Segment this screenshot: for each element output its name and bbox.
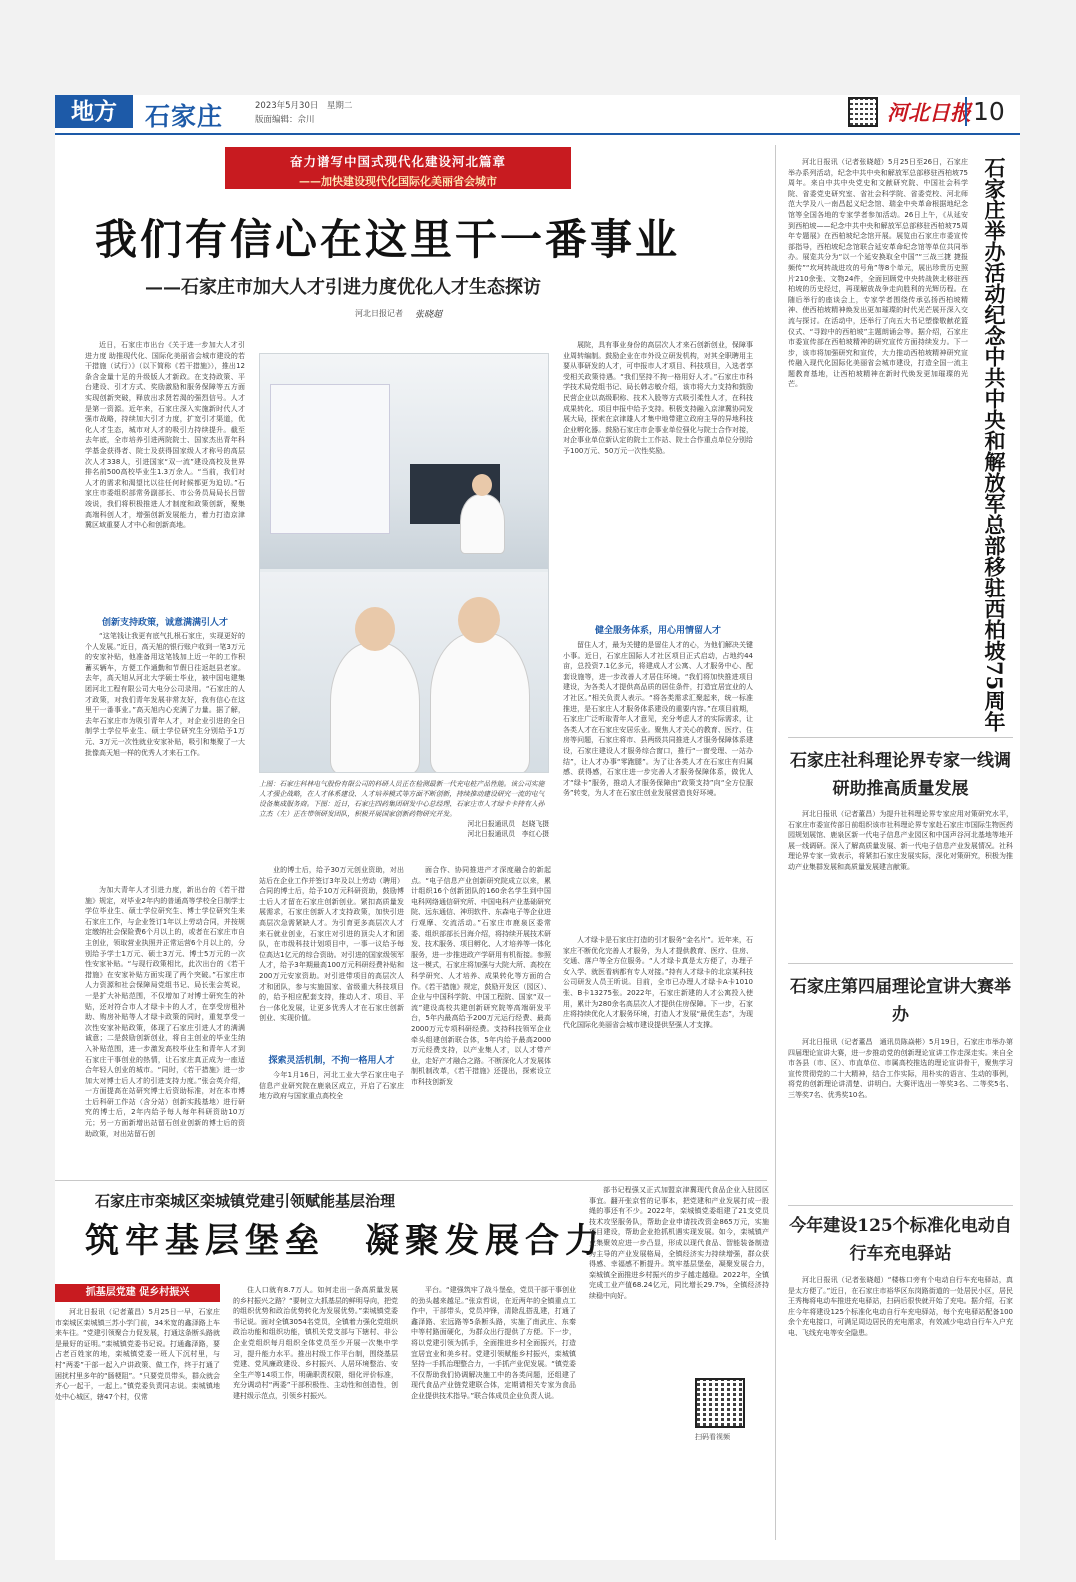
lead-col2b: 业的博士后，给予30万元创业资助，对出站后在企业工作并签订3年及以上劳动（聘用）合同的博士后，给予10万元科研资助，鼓励博士后人才留在石家庄创新创业。紧扣高质量发展需求，石家庄创新人才支持政策，加快引进高层次急需紧缺人才。为引育更多高层次人才来石就业创业，石家庄对引进的顶尖人才和团队，在市级科技计划项目中，一事一议给予每位高达1亿元的综合资助。对引进的国家级领军人才，给予3年期最高100万元科研经费补贴和200万元安家资助。对引进带项目的高层次人才和团队，参与实施国家、省级重大科技项目的，给予相应配套支持，推动人才、项目、平台一体化发展，让更多优秀人才在石家庄创新创业、实现价值。 (259, 866, 404, 1023)
lab-photo-bottom (260, 572, 548, 773)
newspaper-logo: 河北日报 (887, 100, 971, 125)
banner-line-2: ——加快建设现代化国际化美丽省会城市 (299, 175, 497, 188)
right-article-2-headline: 石家庄社科理论界专家一线调研助推高质量发展 (790, 751, 1011, 799)
right-article-1-text: 河北日报讯（记者张晓超）5月25日至26日，石家庄举办系列活动，纪念中共中央和解放军总部移驻西柏坡75周年。来自中共中央党史和文献研究院、中国社会科学院、省委党史研究室、省社会科学院、省委党校、河北师范大学及八一南昌起义纪念馆、瑞金中央革命根据地纪念馆等全国各地的专家学者参加活动。26日上午，《从延安到西柏坡——纪念中共中央和解放军总部移驻西柏坡75周年专题展》在西柏坡纪念馆开展。展览由石家庄市委宣传部指导，西柏坡纪念馆联合延安革命纪念馆等单位共同举办。展览共分为“以一个延安换取全中国”“三战三捷 捷报频传”“坎坷转战进攻的号角”等8个单元，展出珍贵历史照片210余张、文物24件，全面回顾党中央转战陕北移驻西柏坡的历史经过，再现解放战争走向胜利的光辉历程。在随后举行的座谈会上，专家学者围绕传承弘扬西柏坡精神、使西柏坡精神焕发出更加璀璨的时代光芒展开深入交流与探讨。在活动中，还举行了向五大书记塑像敬献花篮仪式、“寻踪中的西柏坡”主题朗诵会等。据介绍，石家庄市委宣传部在西柏坡精神的研究宣传方面持续发力。下一步，该市将加强研究和宣传，大力推动西柏坡精神研究宣传融入现代化国际化美丽省会城市建设，打造全国一流主题教育基地，让西柏坡精神在新时代焕发更加璀璨的光芒。 (788, 158, 968, 389)
lower-col2: 住人口就有8.7万人。如何走出一条高质量发展的乡村振兴之路？“要树立大抓基层的鲜明导向，把党的组织优势和政治优势转化为发展优势。”栾城镇党委书记说。面对全镇3054名党员，全镇着力强化党组织政治功能和组织功能，镇机关党支部与下辖村、非公企业党组织每月组织全体党员至少开展一次集中学习，提升能力水平。推出村级工作平台制，围绕基层党建、党风廉政建设、乡村振兴、人居环境整治、安全生产等14项工作，明确职责权限，细化评价标准，充分调动村“两委”干部积极性、主动性和创造性，创建村级示范点，引领乡村振兴。 (233, 1286, 398, 1400)
lead-col3b: 展院，具有事业身份的高层次人才来石创新创业，保障事业周转编制。鼓励企业在市外设立研发机构，对其全职聘用主要从事研发的人才，可申报市人才项目、科技项目，入选者享受相关政策待遇。“我们坚持不拘一格用好人才。”石家庄市科学技术局党组书记、局长韩志敏介绍，该市将大力支持和鼓励民营企业以高级职称、技术入股等方式吸引柔性人才，在科技成果转化、项目申报中给予支持。积极支持融入京津冀协同发展大局，探索在京津雄人才集中地带建立政府主导的异地科技企业孵化器。鼓励石家庄市企事业单位强化与院士合作对接，对企事业单位新认定的院士工作站、院士合作重点单位分别给予100万元、50万元一次性奖励。 (563, 341, 753, 455)
right-divider-1 (788, 737, 1013, 738)
researcher-head (472, 474, 492, 496)
right-article-4-headline: 今年建设125个标准化电动自行车充电驿站 (789, 1216, 1012, 1264)
newspaper-page (55, 95, 1020, 1560)
lab-equipment (270, 384, 390, 534)
right-article-2-text: 河北日报讯（记者董昌）为提升社科理论界专家应用对策研究水平，石家庄市委宣传部日前组织该市社科理论界专家赴石家庄市国际生物医药园规划展馆、鹿泉区新一代电子信息产业园区和中国声谷河北基地等地开展一线调研。深入了解高质量发展、新一代电子信息产业发展情况。社科理论界专家一致表示，将紧扣石家庄发展实际，深化对策研究，积极为推动产业集群发展和高质量发展建言献策。 (788, 810, 1013, 871)
right-article-3-text: 河北日报讯（记者董昌 通讯员陈焱彬）5月19日，石家庄市举办第四届理论宣讲大赛，进一步推动党的创新理论宣讲工作走深走实。来自全市各县（市、区）、市直单位、市属高校推选的理论宣讲骨干，聚焦学习宣传贯彻党的二十大精神，结合工作实际，用朴实的语言、生动的事例，将党的创新理论讲清楚、讲明白。大赛评选出一等奖3名、二等奖5名、三等奖7名、优秀奖10名。 (788, 1038, 1013, 1099)
lower-headline: 筑牢基层堡垒 凝聚发展合力 (85, 1221, 605, 1261)
page-number: 10 (965, 97, 1005, 126)
lead-col3a: 面合作、协同推进产才深度融合的新起点。“电子信息产业创新研究院成立以来，累计组织16个创新团队的160余名学生到中国电科网络通信研究所、中国电科产业基础研究院、远东通信、神玥软件、东森电子等企业进行观摩、交流活动。”石家庄市鹿泉区委常委、组织部部长吕海介绍，将持续开展技术研发、技术服务、项目孵化、人才培养等一体化服务，进一步推进政产学研用有机衔接。参照这一模式，石家庄将加强与大院大所、高校在科学研究、人才培养、成果转化等方面的合作。《若干措施》规定，鼓励开发区（园区）、企业与中国科学院、中国工程院、国家“双一流”建设高校共建创新研究院等高端研发平台，5年内最高给予200万元运行经费、最高2000万元专项科研经费。支持科技领军企业牵头组建创新联合体，5年内给予最高2000万元经费支持，以产业集人才，以人才带产业，走好产才融合之路。不断深化人才发展体制机制改革，《若干措施》还提出，探索设立市科技创新发 (411, 866, 551, 1086)
lead-col4: 人才绿卡是石家庄打造的引才服务“金名片”。近年来，石家庄不断优化完善人才服务，为人才提供教育、医疗、住房、交通、落户等全方位服务。“人才绿卡真是太方便了，办理子女入学、就医看病都有专人对接。”持有人才绿卡的北京某科技公司研发人员王昕说。目前，全市已办理人才绿卡A卡1010张、B卡13275张。2022年，石家庄新建的人才公寓投入使用，累计为280余名高层次人才提供住房保障。下一步，石家庄将持续优化人才服务环境，打造人才发展“最优生态”，为现代化国际化美丽省会城市建设提供坚强人才支撑。 (563, 936, 753, 1029)
lead-col1c: 为加大青年人才引进力度，新出台的《若干措施》规定，对毕业2年内的普通高等学校全日制学士学位毕业生、硕士学位研究生、博士学位研究生来石家庄工作，与企业签订1年以上劳动合同，并按规定缴纳社会保险费6个月以上的，或者在石家庄市自主创业，领取营业执照并正常运营6个月以上的，分别给予学士1万元、硕士3万元、博士5万元的一次性安家补贴。“与现行政策相比，此次出台的《若干措施》在安家补贴方面实现了两个突破。”石家庄市人力资源和社会保障局党组书记、局长张会英说，一是扩大补贴范围，不仅增加了对博士研究生的补贴，还对符合市人才绿卡卡的人才，在享受房租补助、购房补贴等人才绿卡政策的同时，重复享受一次性安家补贴政策，体现了石家庄引进人才的满满诚意；二是鼓励创新创业，将自主创业的毕业生纳入补贴范围，进一步激发高校毕业生和青年人才到石家庄干事创业的热情，让石家庄真正成为一座适合年轻人创业的城市。“同时，《若干措施》进一步加大对博士后人才的引进支持力度。”张会英介绍，一方面提高在站研究博士后资助标准，对在本市博士后科研工作站（含分站）创新实践基地）进行研究的博士后，2年内给予每人每年科研资助10万元；另一方面新增出站留石创业创新的博士后的资助政策，对出站留石创 (85, 886, 245, 1138)
lower-kicker: 石家庄市栾城区栾城镇党建引领赋能基层治理 (95, 1192, 396, 1210)
video-qr-label: 扫码看视频 (695, 1433, 730, 1441)
right-divider-2 (788, 963, 1013, 964)
lead-section-1-heading: 创新支持政策，诚意满满引人才 (101, 618, 228, 628)
scientist-left-head (355, 607, 395, 651)
right-article-4-text: 河北日报讯（记者张晓超）“楼栋口旁有个电动自行车充电驿站，真是太方便了。”近日，在石家庄市裕华区东岗路街道的一处居民小区，居民王秀梅将电动车推进充电驿站，扫码后很快就开始了充电。据介绍，石家庄今年将建设125个标准化电动自行车充电驿站，每个充电驿站配备100余个充电接口，可满足周边居民的充电需求，有效减少电动自行车入户充电、飞线充电等安全隐患。 (788, 1276, 1013, 1337)
lead-headline: 我们有信心在这里干一番事业 (95, 215, 681, 264)
lead-author: 张晓超 (415, 310, 443, 320)
page-editor: 版面编辑：佘川 (255, 115, 315, 125)
header-divider (55, 133, 1020, 135)
lead-byline: 河北日报记者 (355, 309, 403, 318)
lead-col1b: “这笔钱让我更有底气扎根石家庄，实现更好的个人发展。”近日，高天旭的银行账户收到一笔3万元的安家补贴，他准备用这笔钱加上近一年的工作积蓄买辆车，方便工作通勤和节假日往返赵县老家。去年，高天旭从河北大学硕士毕业，被中国电建集团河北工程有限公司大电分公司录用。“石家庄的人才政策，对我们青年发展非常友好，我有信心在这里干一番事业。”高天旭内心充满了力量。据了解，去年石家庄市为吸引青年人才，对企业引进的全日制学士学位毕业生、硕士学位研究生分别给予1万元、3万元一次性就业安家补贴，吸引和集聚了一大批像高天旭一样的优秀人才来石工作。 (85, 632, 245, 757)
right-divider-3 (788, 1205, 1013, 1206)
issue-date: 2023年5月30日 星期二 (255, 101, 353, 111)
lead-col1: 近日，石家庄市出台《关于进一步加大人才引进力度 助推现代化、国际化美丽省会城市建设的若干措施（试行）》（以下简称《若干措施》），推出12条含金量十足的升级版人才新政。在支持政策、平台建设、引才方式、奖励激励和服务保障等五方面实现创新突破，释放出求贤若渴的强烈信号。人才是第一资源。近年来，石家庄深入实施新时代人才强市战略，持续加大引才力度，扩宽引才渠道，优化人才生态，城市对人才的吸引力持续提升。截至去年底，全市培养引进两院院士、国家杰出青年科学基金获得者、院士及获得国家级人才称号的高层次人才338人，引进国家“双一流”建设高校及世界排名前500高校毕业生1.3万余人。“当前，我们对人才的需求和渴望比以往任何时候都更为迫切。”石家庄市委组织部常务副部长、市公务员局局长吕智竣说，我们将积极推进人才制度和政策创新，聚集高端科创人才，增强创新发展能力，着力打造京津冀区域重要人才中心和创新高地。 (85, 341, 245, 530)
scientist-left (330, 642, 420, 773)
lead-col3c: 留住人才，最为关键的是留住人才的心，为他们解决关键小事。近日，石家庄国际人才社区项目正式启动，占地约44亩，总投资7.1亿多元，将建成人才公寓、人才服务中心、配套设施等，进一步改善人才居住环境。“我们将加快推进项目建设，为各类人才提供高品质的居住条件，打造宜居宜业的人才社区。”相关负责人表示。“将各类需求汇聚起来，统一标准推进，是石家庄人才服务体系建设的重要内容。”在项目前期，石家庄广泛听取青年人才意见，充分考虑人才的实际需求，让各类人才在石家庄安居乐业。聚焦人才关心的教育、医疗、住房等问题，石家庄将市、县两级共同推进人才服务保障体系建设，石家庄建设人才服务综合窗口，推行“一窗受理、一站办结”，让人才办事“零跑腿”。为了让各类人才在石家庄有归属感、获得感，石家庄进一步完善人才服务保障体系，做优人才“绿卡”服务，推动人才服务保障由“政策支持”向“全方位服务”转变，为人才在石家庄创业发展营造良好环境。 (563, 641, 753, 798)
lower-col1: 河北日报讯（记者董昌）5月25日一早，石家庄市栾城区栾城镇三苏小学门前，34米宽的鑫泽路上车来车往。“党建引领聚合力促发展，打通这条断头路就是最好的证明。”栾城镇党委书记说。打通鑫泽路，要占老百姓家的地，栾城镇党委一班人下沉村里，与村“两委”干部一起入户讲政策、做工作，终于打通了困扰村里多年的“肠梗阻”。“只要党员带头，群众就会齐心一起干，一起上。”镇党委负责同志说。栾城镇地处中心城区，辖47个村，仅常 (55, 1308, 220, 1401)
lab-photo-top (260, 354, 548, 569)
lead-col2c: 今年1月16日，河北工业大学石家庄电子信息产业研究院在鹿泉区成立，开启了石家庄地方政府与国家重点高校全 (259, 1071, 404, 1101)
banner-line-1: 奋力谱写中国式现代化建设河北篇章 (289, 154, 506, 169)
lower-divider (55, 1180, 767, 1181)
scientist-right (430, 632, 530, 773)
lead-subheadline: ——石家庄市加大人才引进力度优化人才生态探访 (145, 277, 541, 298)
photo-caption: 上图：石家庄科林电气股份有限公司的科研人员正在检测最新一代充电桩产品性能。该公司实施人才强企战略，在人才体系建设、人才培养模式等方面不断创新，持续推动建设研究一流的电气设备集成服务商。下图：近日，石家庄四药集团研发中心总经理、石家庄市人才绿卡卡持有人孙立杰（左）正在带领研发团队，积极开展国家创新药物研究开发。 河北日报通讯员 赵晓飞摄 河北日报通讯员 李红心摄 (259, 780, 549, 838)
researcher-figure (460, 494, 505, 554)
lower-col3: 平台。“建强筑牢了战斗堡垒，党员干部干事创业的劲头越来越足。”张京哲说，在近两年的全镇重点工作中，干部带头，党员冲锋，清除乱搭乱建，打通了鑫泽路、宏远路等5条断头路，实施了南武庄、东秦中等村路面硬化，为群众出行提供了方便。下一步，将以党建引领为抓手，全面推进乡村全面振兴，打造宜居宜业和美乡村。党建引领赋能乡村振兴，栾城镇坚持一手抓治理整合力，一手抓产业促发展。“镇党委不仅帮助我们协调解决施工中的各类问题，还组建了现代食品产业链党建联合体，定期请相关专家为食品企业提供技术指导。”联合体成员企业负责人说。 (411, 1286, 576, 1400)
header-qr-code[interactable] (848, 97, 878, 127)
topic-banner (225, 147, 571, 189)
video-qr-code[interactable] (695, 1378, 745, 1428)
lead-section-2-heading: 探索灵活机制，不拘一格用人才 (268, 1056, 395, 1066)
scientist-right-head (458, 597, 500, 643)
lead-photo-block (259, 353, 549, 773)
section-label: 地方 (55, 95, 133, 128)
city-label: 石家庄 (145, 102, 224, 131)
lower-tag: 抓基层党建 促乡村振兴 (55, 1284, 220, 1302)
column-divider (775, 145, 776, 1540)
lower-col4: 部书记程强又正式加盟京津冀现代食品企业入驻园区事宜。翻开张京哲的记事本，把党建和产业发展打成一股绳的事还有不少。2022年，栾城镇党委组建了21支党员技术攻坚服务队，帮助企业申请技改资金865万元，实施项目建设，帮助企业抢抓机遇实现发展。如今，栾城镇产业集聚效应进一步凸显，形成以现代食品、智能装备制造为主导的产业发展格局，全镇经济实力持续增强，群众获得感、幸福感不断提升。筑牢基层堡垒，凝聚发展合力，栾城镇全面推进乡村振兴的步子越走越稳。2022年，全镇完成工业产值68.24亿元，同比增长29.7%，全镇经济持续稳中向好。 (589, 1186, 769, 1300)
lead-section-3-heading: 健全服务体系，用心用情留人才 (594, 626, 721, 636)
right-article-1-headline: 石家庄举办活动纪念中共中央和解放军总部移驻西柏坡75周年 (982, 157, 1007, 733)
right-article-3-headline: 石家庄第四届理论宣讲大赛举办 (790, 977, 1011, 1025)
